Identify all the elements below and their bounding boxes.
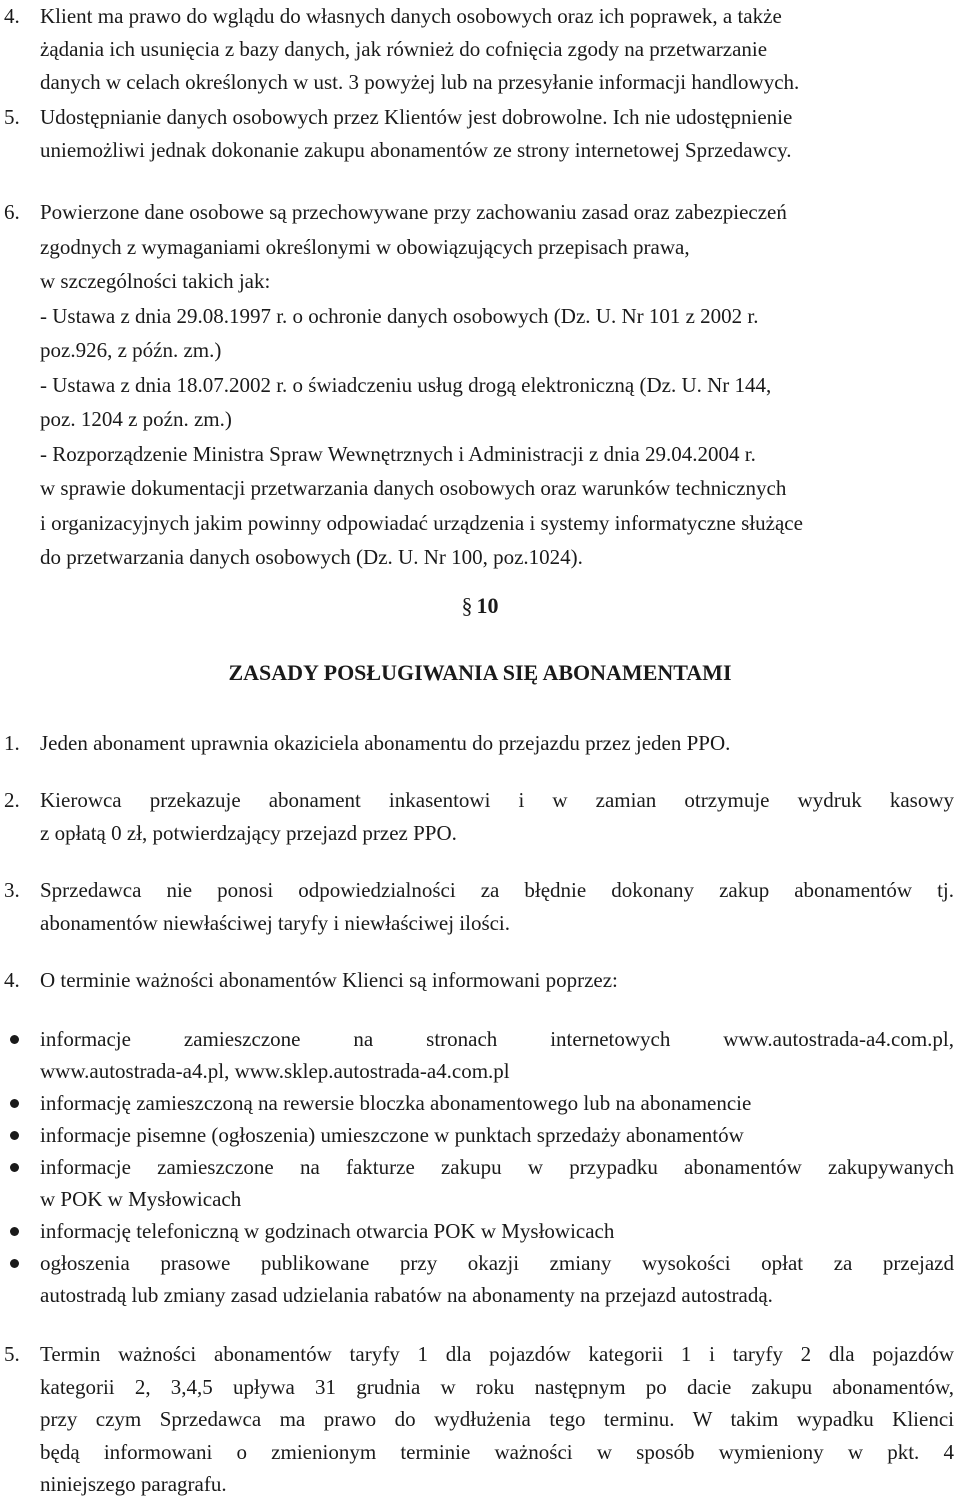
- bullet-list: [4, 1023, 954, 1311]
- text-line: - Ustawa z dnia 29.08.1997 r. o ochronie danych osobowych (Dz. U. Nr 101 z 2002 r.: [40, 303, 759, 328]
- text-line: przy czym Sprzedawca ma prawo do wydłużenia tego terminu. W takim wypadku Klienci: [40, 1407, 954, 1431]
- list-text: [40, 195, 954, 575]
- text-line: poz. 1204 z poźn. zm.): [40, 407, 232, 431]
- bullet-item-reverse: [4, 1087, 954, 1119]
- list-number: 5.: [4, 105, 20, 129]
- text-line: i organizacyjnych jakim powinny odpowiadać urządzenia i systemy informatyczne służące: [40, 510, 803, 535]
- bullet-icon: [10, 1131, 19, 1140]
- bullet-item-phone: [4, 1215, 954, 1247]
- text-line: uniemożliwi jednak dokonanie zakupu abonamentów ze strony internetowej Sprzedawcy.: [40, 138, 792, 162]
- list-number: 5.: [4, 1342, 20, 1366]
- text-line: Powierzone dane osobowe są przechowywane przy zachowaniu zasad oraz zabezpieczeń: [40, 200, 787, 224]
- text-line: zgodnych z wymaganiami określonymi w obowiązujących przepisach prawa,: [40, 234, 690, 259]
- list-item-6-data-protection: [4, 195, 954, 575]
- text-line: informacje pisemne (ogłoszenia) umieszczone w punktach sprzedaży abonamentów: [40, 1123, 744, 1147]
- list-item-3-liability: [4, 874, 954, 940]
- list-item-2-driver-receipt: [4, 784, 954, 850]
- text-line: Kierowca przekazuje abonament inkasentowi i w zamian otrzymuje wydruk kasowy: [40, 788, 954, 812]
- list-text: [40, 0, 954, 99]
- list-text: [40, 874, 954, 940]
- text-line: www.autostrada-a4.pl, www.sklep.autostrada-a4.com.pl: [40, 1059, 510, 1083]
- list-number: 4.: [4, 968, 20, 992]
- section-number: [0, 593, 960, 619]
- text-line: poz.926, z późn. zm.): [40, 338, 222, 362]
- text-line: żądania ich usunięcia z bazy danych, jak również do cofnięcia zgody na przetwarzanie: [40, 37, 768, 61]
- section-number-text: 10: [476, 593, 499, 618]
- text-line: z opłatą 0 zł, potwierdzający przejazd przez PPO.: [40, 821, 457, 845]
- text-line: w szczególności takich jak:: [40, 269, 271, 293]
- list-text: [40, 784, 954, 850]
- list-item-4-privacy-rights: [4, 0, 954, 99]
- list-text: [40, 101, 954, 167]
- text-line: informacje zamieszczone na stronach internetowych www.autostrada-a4.com.pl,: [40, 1027, 954, 1051]
- list-number: 3.: [4, 878, 20, 902]
- list-number: 6.: [4, 200, 20, 224]
- text-line: informację zamieszczoną na rewersie bloczka abonamentowego lub na abonamencie: [40, 1091, 752, 1115]
- text-line: Udostępnianie danych osobowych przez Klientów jest dobrowolne. Ich nie udostępnienie: [40, 105, 793, 129]
- text-line: ogłoszenia prasowe publikowane przy okazji zmiany wysokości opłat za przejazd: [40, 1251, 954, 1275]
- text-line: informację telefoniczną w godzinach otwarcia POK w Mysłowicach: [40, 1219, 615, 1243]
- text-line: będą informowani o zmienionym terminie ważności w sposób wymieniony w pkt. 4: [40, 1439, 954, 1464]
- text-line: - Rozporządzenie Ministra Spraw Wewnętrznych i Administracji z dnia 29.04.2004 r.: [40, 441, 756, 466]
- bullet-item-press: [4, 1247, 954, 1311]
- text-line: Sprzedawca nie ponosi odpowiedzialności za błędnie dokonany zakup abonamentów tj.: [40, 878, 954, 902]
- text-line: abonamentów niewłaściwej taryfy i niewłaściwej ilości.: [40, 911, 511, 935]
- text-line: O terminie ważności abonamentów Klienci są informowani poprzez:: [40, 968, 618, 992]
- list-number: 2.: [4, 788, 20, 812]
- list-item-1-one-abonament: [4, 727, 954, 760]
- text-line: kategorii 2, 3,4,5 upływa 31 grudnia w roku następnym po dacie zakupu abonamentów,: [40, 1374, 954, 1399]
- text-line: informacje zamieszczone na fakturze zakupu w przypadku abonamentów zakupywanych: [40, 1155, 954, 1179]
- bullet-icon: [10, 1259, 19, 1268]
- text-line: w POK w Mysłowicach: [40, 1187, 242, 1211]
- text-line: niniejszego paragrafu.: [40, 1472, 227, 1496]
- bullet-icon: [10, 1099, 19, 1108]
- list-number: 4.: [4, 4, 20, 28]
- section-title: ZASADY POSŁUGIWANIA SIĘ ABONAMENTAMI: [228, 660, 732, 685]
- section-sign-icon: §: [461, 593, 473, 618]
- bullet-item-websites: [4, 1023, 954, 1087]
- list-item-5-voluntary-data: [4, 101, 954, 167]
- bullet-icon: [10, 1227, 19, 1236]
- text-line: Termin ważności abonamentów taryfy 1 dla pojazdów kategorii 1 i taryfy 2 dla pojazdów: [40, 1342, 954, 1366]
- list-item-4-validity-info: [4, 964, 954, 997]
- list-number: 1.: [4, 731, 20, 755]
- bullet-icon: [10, 1163, 19, 1172]
- list-text: [40, 964, 954, 997]
- text-line: Klient ma prawo do wglądu do własnych danych osobowych oraz ich poprawek, a także: [40, 4, 782, 28]
- list-text: [40, 727, 954, 760]
- text-line: w sprawie dokumentacji przetwarzania danych osobowych oraz warunków technicznych: [40, 476, 787, 500]
- list-text: [40, 1338, 954, 1501]
- bullet-item-invoice: [4, 1151, 954, 1215]
- text-line: autostradą lub zmiany zasad udzielania rabatów na abonamenty na przejazd autostradą.: [40, 1283, 773, 1307]
- text-line: Jeden abonament uprawnia okaziciela abonamentu do przejazdu przez jeden PPO.: [40, 731, 731, 755]
- text-line: danych w celach określonych w ust. 3 powyżej lub na przesyłanie informacji handlowych.: [40, 70, 800, 94]
- text-line: do przetwarzania danych osobowych (Dz. U. Nr 100, poz.1024).: [40, 545, 583, 569]
- text-line: - Ustawa z dnia 18.07.2002 r. o świadczeniu usług drogą elektroniczną (Dz. U. Nr 144,: [40, 372, 772, 397]
- list-item-5-validity-term: [4, 1338, 954, 1501]
- bullet-icon: [10, 1035, 19, 1044]
- bullet-item-written-notices: [4, 1119, 954, 1151]
